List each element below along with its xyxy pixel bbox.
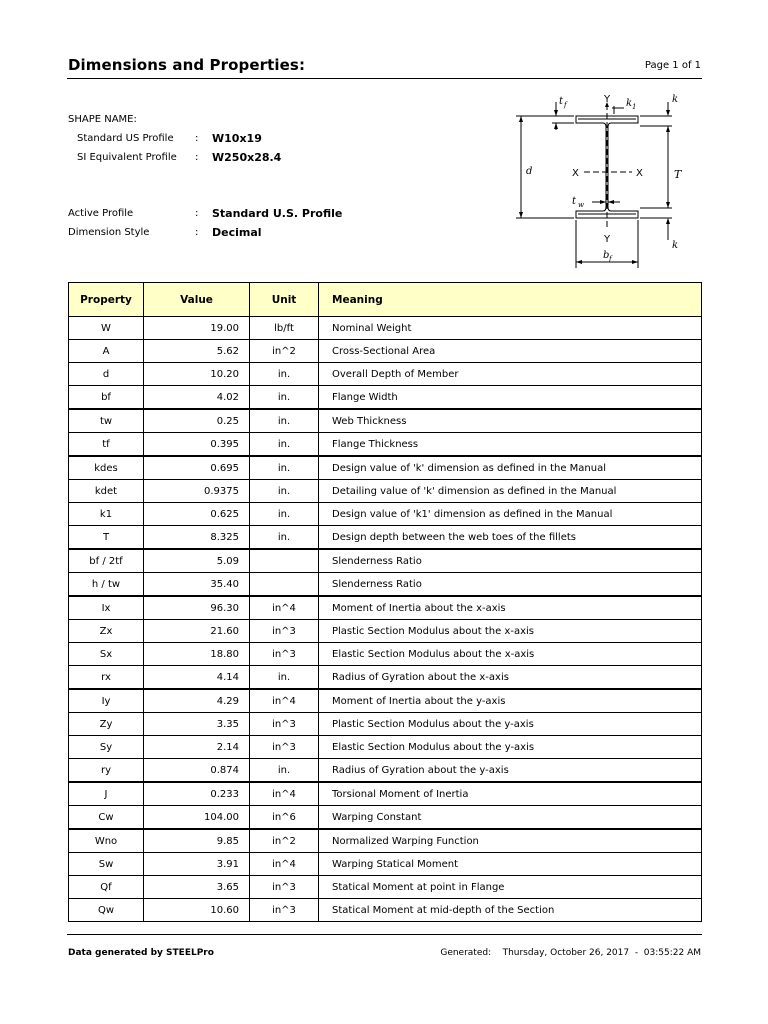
cell-property: Wno: [69, 829, 144, 853]
cell-property: Zx: [69, 620, 144, 643]
cell-value: 0.233: [144, 782, 250, 806]
cell-unit: in^3: [250, 899, 319, 922]
cell-unit: in^4: [250, 689, 319, 713]
cell-meaning: Flange Thickness: [319, 433, 702, 457]
cell-value: 0.625: [144, 503, 250, 526]
cell-meaning: Cross-Sectional Area: [319, 340, 702, 363]
table-row: [69, 526, 702, 550]
cell-property: Zy: [69, 713, 144, 736]
cell-value: 35.40: [144, 573, 250, 597]
table-row: [69, 689, 702, 713]
label-x-left: X: [572, 168, 579, 179]
cell-meaning: Design value of 'k1' dimension as defined in the Manual: [319, 503, 702, 526]
cell-meaning: Torsional Moment of Inertia: [319, 782, 702, 806]
table-row: [69, 573, 702, 597]
cell-unit: in^4: [250, 853, 319, 876]
cell-unit: in.: [250, 433, 319, 457]
cell-value: 4.29: [144, 689, 250, 713]
cell-unit: in^3: [250, 620, 319, 643]
cell-meaning: Statical Moment at point in Flange: [319, 876, 702, 899]
cell-unit: lb/ft: [250, 317, 319, 340]
shape-label: Standard US Profile: [77, 133, 174, 144]
cell-meaning: Slenderness Ratio: [319, 549, 702, 573]
cell-meaning: Nominal Weight: [319, 317, 702, 340]
cell-unit: [250, 573, 319, 597]
cell-value: 8.325: [144, 526, 250, 550]
label-tf-sub: f: [564, 101, 567, 109]
cell-value: 4.14: [144, 666, 250, 690]
cell-unit: in^3: [250, 713, 319, 736]
colon: :: [195, 152, 199, 163]
cell-unit: in.: [250, 363, 319, 386]
cell-property: Sw: [69, 853, 144, 876]
colon: :: [195, 227, 199, 238]
cell-property: bf: [69, 386, 144, 410]
cell-property: Iy: [69, 689, 144, 713]
header-unit: Unit: [250, 283, 319, 317]
cell-property: tw: [69, 409, 144, 433]
cell-property: rx: [69, 666, 144, 690]
table-row: [69, 759, 702, 783]
cell-property: kdet: [69, 480, 144, 503]
table-row: [69, 643, 702, 666]
table-row: [69, 317, 702, 340]
cell-property: d: [69, 363, 144, 386]
setting-value: Decimal: [212, 226, 262, 239]
shape-label: SI Equivalent Profile: [77, 152, 177, 163]
cell-unit: in.: [250, 526, 319, 550]
table-row: [69, 620, 702, 643]
cell-meaning: Radius of Gyration about the x-axis: [319, 666, 702, 690]
cell-meaning: Moment of Inertia about the y-axis: [319, 689, 702, 713]
label-y-top: Y: [604, 94, 611, 105]
cell-meaning: Slenderness Ratio: [319, 573, 702, 597]
i-beam-diagram: [514, 90, 694, 270]
cell-property: tf: [69, 433, 144, 457]
label-y-bottom: Y: [604, 234, 611, 245]
cell-property: Sx: [69, 643, 144, 666]
table-row: [69, 876, 702, 899]
cell-property: bf / 2tf: [69, 549, 144, 573]
shape-value: W250x28.4: [212, 151, 282, 164]
cell-property: J: [69, 782, 144, 806]
table-row: [69, 363, 702, 386]
label-k1: k: [626, 98, 633, 109]
cell-unit: in.: [250, 409, 319, 433]
label-bf-sub: f: [609, 255, 612, 263]
cell-unit: in.: [250, 480, 319, 503]
colon: :: [195, 208, 199, 219]
page-title: Dimensions and Properties:: [68, 56, 306, 74]
footer-divider: [67, 934, 702, 935]
header-meaning: Meaning: [319, 283, 702, 317]
cell-meaning: Statical Moment at mid-depth of the Section: [319, 899, 702, 922]
cell-meaning: Normalized Warping Function: [319, 829, 702, 853]
cell-property: Sy: [69, 736, 144, 759]
cell-value: 0.9375: [144, 480, 250, 503]
table-row: [69, 666, 702, 690]
label-k-top: k: [672, 94, 679, 105]
cell-unit: in.: [250, 386, 319, 410]
cell-property: k1: [69, 503, 144, 526]
label-d: d: [526, 166, 533, 177]
cell-property: kdes: [69, 456, 144, 480]
cell-value: 9.85: [144, 829, 250, 853]
cell-value: 10.60: [144, 899, 250, 922]
cell-meaning: Web Thickness: [319, 409, 702, 433]
cell-value: 96.30: [144, 596, 250, 620]
cell-value: 21.60: [144, 620, 250, 643]
cell-unit: [250, 549, 319, 573]
cell-property: A: [69, 340, 144, 363]
cell-value: 19.00: [144, 317, 250, 340]
footer-source: Data generated by STEELPro: [68, 948, 214, 958]
header-divider: [67, 78, 702, 79]
cell-unit: in^2: [250, 340, 319, 363]
table-row: [69, 782, 702, 806]
cell-meaning: Warping Statical Moment: [319, 853, 702, 876]
cell-property: Qw: [69, 899, 144, 922]
table-row: [69, 433, 702, 457]
shape-value: W10x19: [212, 132, 262, 145]
cell-meaning: Moment of Inertia about the x-axis: [319, 596, 702, 620]
cell-meaning: Plastic Section Modulus about the x-axis: [319, 620, 702, 643]
table-row: [69, 829, 702, 853]
cell-meaning: Warping Constant: [319, 806, 702, 830]
cell-meaning: Plastic Section Modulus about the y-axis: [319, 713, 702, 736]
cell-unit: in.: [250, 503, 319, 526]
table-header-row: [69, 283, 702, 317]
cell-property: Qf: [69, 876, 144, 899]
cell-meaning: Flange Width: [319, 386, 702, 410]
footer-generated: Generated: Thursday, October 26, 2017 - 03:55:22 AM: [440, 948, 701, 958]
table-row: [69, 549, 702, 573]
table-row: [69, 386, 702, 410]
cell-property: T: [69, 526, 144, 550]
table-row: [69, 596, 702, 620]
cell-meaning: Design value of 'k' dimension as defined in the Manual: [319, 456, 702, 480]
cell-value: 3.65: [144, 876, 250, 899]
table-row: [69, 409, 702, 433]
cell-unit: in^6: [250, 806, 319, 830]
table-row: [69, 456, 702, 480]
setting-value: Standard U.S. Profile: [212, 207, 343, 220]
label-bf: b: [603, 250, 610, 261]
cell-value: 2.14: [144, 736, 250, 759]
label-tf: t: [559, 96, 564, 107]
cell-unit: in^3: [250, 876, 319, 899]
table-row: [69, 899, 702, 922]
cell-value: 0.25: [144, 409, 250, 433]
cell-value: 18.80: [144, 643, 250, 666]
table-row: [69, 340, 702, 363]
label-tw: t: [572, 196, 577, 207]
label-x-right: X: [636, 168, 643, 179]
label-tw-sub: w: [578, 201, 584, 209]
cell-meaning: Elastic Section Modulus about the y-axis: [319, 736, 702, 759]
setting-label: Active Profile: [68, 208, 134, 219]
cell-unit: in.: [250, 666, 319, 690]
cell-value: 5.09: [144, 549, 250, 573]
cell-unit: in^3: [250, 643, 319, 666]
setting-label: Dimension Style: [68, 227, 150, 238]
cell-property: Ix: [69, 596, 144, 620]
cell-meaning: Design depth between the web toes of the fillets: [319, 526, 702, 550]
cell-unit: in^4: [250, 596, 319, 620]
cell-value: 10.20: [144, 363, 250, 386]
cell-unit: in^2: [250, 829, 319, 853]
table-row: [69, 503, 702, 526]
cell-meaning: Radius of Gyration about the y-axis: [319, 759, 702, 783]
table-row: [69, 736, 702, 759]
page-number: Page 1 of 1: [644, 60, 701, 71]
cell-property: W: [69, 317, 144, 340]
cell-property: ry: [69, 759, 144, 783]
label-k1-sub: 1: [632, 103, 637, 111]
properties-table: [68, 282, 702, 922]
cell-unit: in.: [250, 759, 319, 783]
cell-unit: in.: [250, 456, 319, 480]
cell-meaning: Detailing value of 'k' dimension as defined in the Manual: [319, 480, 702, 503]
cell-meaning: Elastic Section Modulus about the x-axis: [319, 643, 702, 666]
colon: :: [195, 133, 199, 144]
cell-value: 3.35: [144, 713, 250, 736]
header-property: Property: [69, 283, 144, 317]
cell-value: 104.00: [144, 806, 250, 830]
cell-unit: in^4: [250, 782, 319, 806]
cell-value: 0.874: [144, 759, 250, 783]
label-k-bottom: k: [672, 240, 679, 251]
cell-value: 0.695: [144, 456, 250, 480]
cell-value: 4.02: [144, 386, 250, 410]
table-row: [69, 713, 702, 736]
table-row: [69, 480, 702, 503]
header-value: Value: [144, 283, 250, 317]
cell-property: Cw: [69, 806, 144, 830]
table-row: [69, 806, 702, 830]
table-row: [69, 853, 702, 876]
cell-value: 5.62: [144, 340, 250, 363]
label-T: T: [674, 168, 682, 181]
cell-unit: in^3: [250, 736, 319, 759]
cell-value: 0.395: [144, 433, 250, 457]
cell-value: 3.91: [144, 853, 250, 876]
cell-meaning: Overall Depth of Member: [319, 363, 702, 386]
cell-property: h / tw: [69, 573, 144, 597]
